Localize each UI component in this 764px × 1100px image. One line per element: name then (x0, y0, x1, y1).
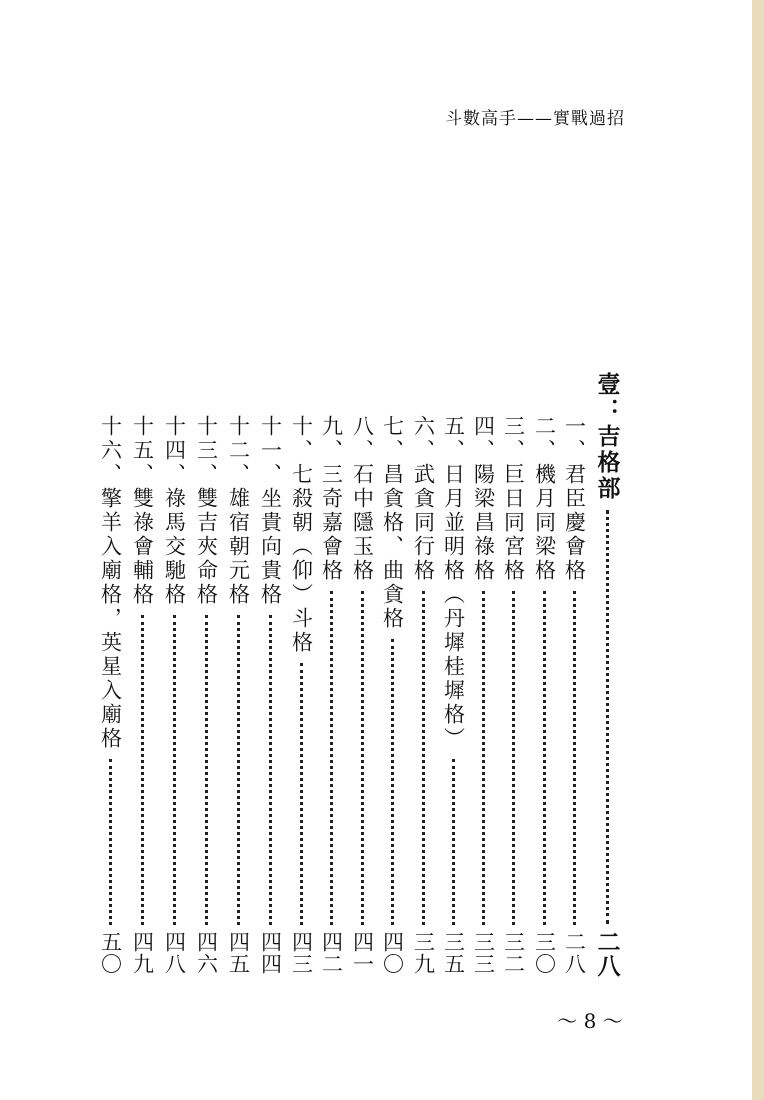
page-number: 二八 (593, 930, 621, 978)
page-number: 四〇 (380, 931, 405, 975)
entry-title: 六、武貪同行格 (411, 415, 436, 583)
entry-title: 八、石中隱玉格 (350, 415, 375, 583)
dot-leader (573, 591, 576, 925)
toc-entry (159, 415, 189, 975)
page-number: 三〇 (532, 931, 557, 975)
dot-leader (452, 759, 455, 925)
toc-entry (377, 415, 407, 975)
page-number: 四二 (319, 931, 344, 975)
dot-leader (422, 591, 425, 925)
entry-title: 三、巨日同宮格 (501, 415, 526, 583)
toc-entry (408, 415, 438, 975)
dot-leader (300, 663, 303, 925)
entry-title: 一、君臣慶會格 (562, 415, 587, 583)
toc-entry (559, 415, 589, 975)
page-number: 四一 (350, 931, 375, 975)
dot-leader (237, 615, 240, 925)
page-number: 四三 (289, 931, 314, 975)
page-number: 四六 (194, 931, 219, 975)
entry-title: 五、日月並明格（丹墀桂墀格） (441, 415, 466, 751)
toc-entry (127, 415, 157, 975)
entry-title: 十二、雄宿朝元格 (226, 415, 251, 607)
entry-title: 九、三奇嘉會格 (319, 415, 344, 583)
page-number: 三二 (501, 931, 526, 975)
dot-leader (269, 615, 272, 925)
toc-entry (498, 415, 528, 975)
page-folio: ～ 8 ～ (557, 1009, 623, 1033)
entry-title: 十、七殺朝（仰）斗格 (289, 415, 314, 655)
entry-title: 二、機月同梁格 (532, 415, 557, 583)
entry-title: 十四、祿馬交馳格 (162, 415, 187, 607)
page-number: 四四 (258, 931, 283, 975)
entry-title: 七、昌貪格、曲貪格 (380, 415, 405, 631)
section-title: 壹：吉格部 (593, 372, 621, 502)
dot-leader (205, 615, 208, 925)
dot-leader (391, 639, 394, 925)
page-number: 三九 (411, 931, 436, 975)
toc-entry (438, 415, 468, 975)
dot-leader (173, 615, 176, 925)
page-number: 三五 (441, 931, 466, 975)
dot-leader (109, 759, 112, 925)
dot-leader (606, 510, 609, 924)
toc-entry (468, 415, 498, 975)
toc-entry (191, 415, 221, 975)
dot-leader (330, 591, 333, 925)
page-number: 三三 (471, 931, 496, 975)
dot-leader (512, 591, 515, 925)
dot-leader (543, 591, 546, 925)
page-number: 四八 (162, 931, 187, 975)
toc-entry (347, 415, 377, 975)
page-number: 二八 (562, 931, 587, 975)
toc-entry (316, 415, 346, 975)
toc-section-heading (592, 372, 622, 978)
entry-title: 十三、雙吉夾命格 (194, 415, 219, 607)
toc-entry (529, 415, 559, 975)
toc-entry (286, 415, 316, 975)
entry-title: 十一、坐貴向貴格 (258, 415, 283, 607)
toc-entry (223, 415, 253, 975)
page-number: 四五 (226, 931, 251, 975)
dot-leader (141, 615, 144, 925)
page-edge (752, 0, 764, 1100)
page-number: 四九 (130, 931, 155, 975)
toc-entry (95, 415, 125, 975)
running-head: 斗數高手——實戰過招 (445, 109, 625, 129)
entry-title: 四、陽梁昌祿格 (471, 415, 496, 583)
dot-leader (361, 591, 364, 925)
entry-title: 十五、雙祿會輔格 (130, 415, 155, 607)
dot-leader (482, 591, 485, 925)
toc-entry (255, 415, 285, 975)
page-number: 五〇 (98, 931, 123, 975)
entry-title: 十六、擎羊入廟格，英星入廟格 (98, 415, 123, 751)
